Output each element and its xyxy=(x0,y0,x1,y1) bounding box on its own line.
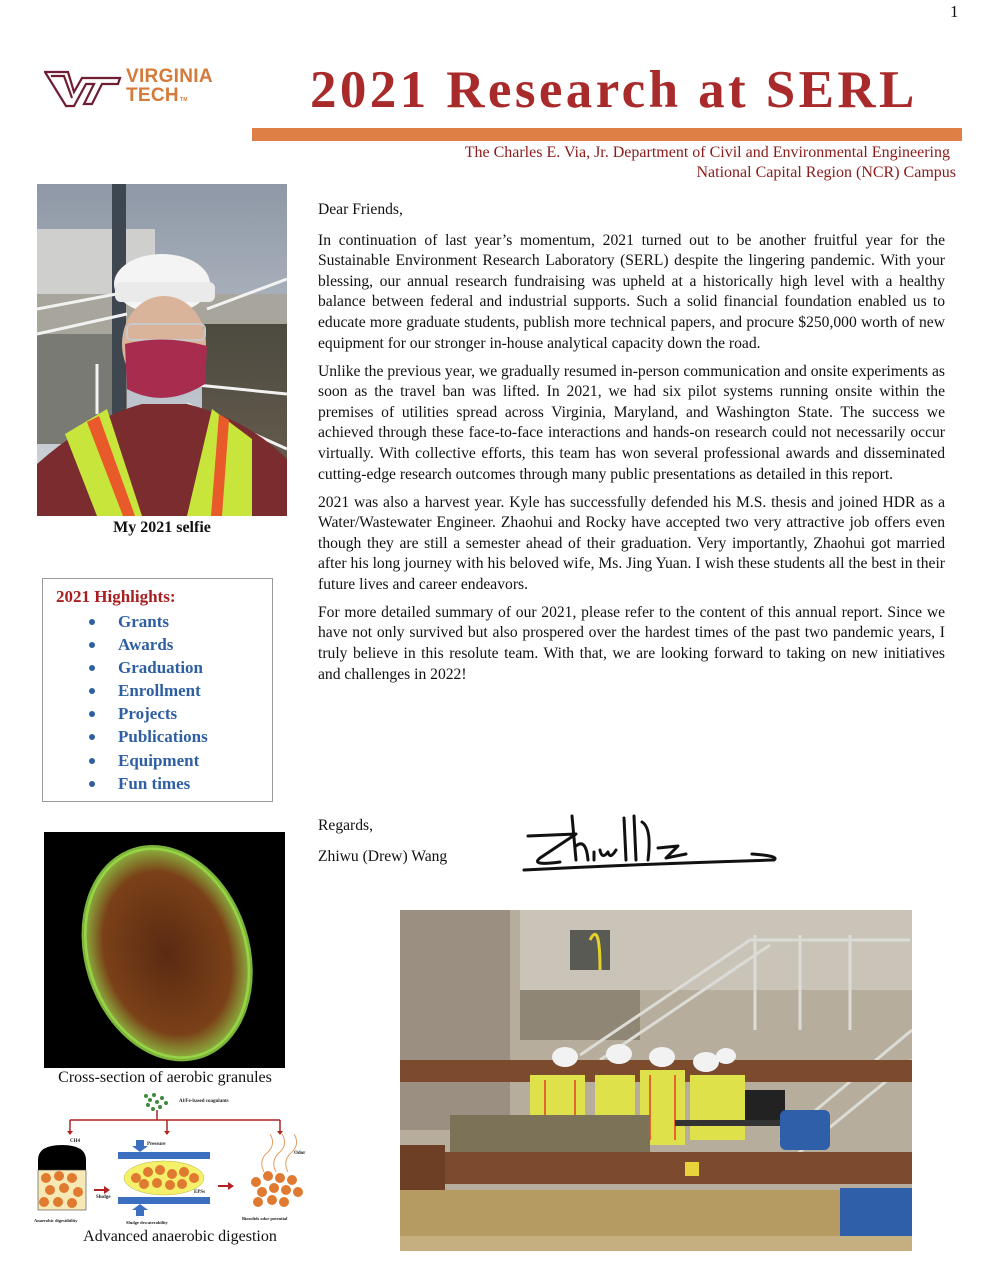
highlight-item xyxy=(43,725,208,748)
label-sludge-dewaterability: Sludge dewaterability xyxy=(126,1220,168,1225)
team-field-photo xyxy=(400,910,912,1251)
letter-closing: Regards, xyxy=(318,817,373,834)
bullet-icon xyxy=(89,711,95,717)
highlight-label: Publications xyxy=(118,727,208,747)
highlight-item xyxy=(43,772,208,795)
campus-name: National Capital Region (NCR) Campus xyxy=(696,164,956,181)
logo-wordmark xyxy=(126,67,213,110)
letter-body xyxy=(318,200,945,693)
highlight-item xyxy=(43,679,208,702)
letter-signoff xyxy=(318,816,447,877)
bullet-icon xyxy=(89,758,95,764)
label-biosolids-odor-potential: Biosolids odor potential xyxy=(242,1216,288,1221)
highlight-label: Grants xyxy=(118,612,169,631)
highlight-item xyxy=(43,749,208,772)
letter-paragraph: In continuation of last year’s momentum, 2021 turned out to be another fruitful year for the Sustainable Environment Research Laboratory (SERL) despite the lingering pandemic. With your blessing, our annual research fundraising was upheld at a historically high level with a healthy balance between federal and industrial supports. Such a solid financial foundation enabled us to educate more graduate students, publish more technical papers, and procure $250,000 worth of new equipment for our stronger in-house analytical capacity down the road. xyxy=(318,231,945,352)
highlights-box xyxy=(42,578,273,802)
label-pressure: Pressure xyxy=(147,1142,166,1147)
label-eps: EPSs xyxy=(194,1190,206,1195)
report-title: 2021 Research at SERL xyxy=(310,61,918,119)
page-number: 1 xyxy=(950,2,959,21)
bullet-icon xyxy=(89,665,95,671)
highlight-item xyxy=(43,702,208,725)
signer-name: Zhiwu (Drew) Wang xyxy=(318,847,448,865)
highlight-label: Enrollment xyxy=(118,681,201,701)
logo-line-tech: TECH xyxy=(126,85,179,106)
letter-paragraph: Unlike the previous year, we gradually resumed in-person communication and onsite experiments as soon as the travel ban was lifted. In 2021, we had six pilot systems running onsite within the premises of utilities spread across Virginia, Maryland, and Washington State. The success we achieved through these face-to-face interactions and hands-on research could not necessarily occur virtually. With collective efforts, this team has won several professional awards and disseminated cutting-edge research outcomes through many public presentations as detailed in this report. xyxy=(318,362,945,483)
label-sludge: Sludge xyxy=(96,1195,111,1200)
aerobic-granule-image xyxy=(44,832,285,1068)
handwritten-signature xyxy=(520,808,780,878)
letter-paragraph: 2021 was also a harvest year. Kyle has successfully defended his M.S. thesis and joined HDR as a Water/Wastewater Engineer. Zhaohui and Rocky have accepted two very attractive job offers even though they are still a semester ahead of their graduation. Very importantly, Zhaohui got married after his long journey with his beloved wife, Ms. Jing Yuan. I wish these students all the best in their future lives and career endeavors. xyxy=(318,493,945,593)
bullet-icon xyxy=(89,642,95,648)
highlight-label: Graduation xyxy=(118,658,204,678)
department-info xyxy=(465,143,956,183)
arrow-icon xyxy=(218,1182,234,1190)
granule-caption: Cross-section of aerobic granules xyxy=(58,1069,272,1086)
highlights-list xyxy=(43,610,208,795)
arrow-icon xyxy=(94,1186,110,1194)
label-anaerobic-digestibility: Anaerobic digestibility xyxy=(34,1218,78,1223)
highlight-item xyxy=(43,633,208,656)
highlight-label: Fun times xyxy=(118,773,191,793)
label-coagulants: Al/Fe-based coagulants xyxy=(179,1099,229,1104)
department-name: The Charles E. Via, Jr. Department of Civil and Environmental Engineering xyxy=(464,144,950,161)
highlight-label: Equipment xyxy=(118,750,200,770)
diagram-caption: Advanced anaerobic digestion xyxy=(83,1228,277,1245)
letter-salutation: Dear Friends, xyxy=(318,201,403,218)
title-underline-rule xyxy=(252,128,962,141)
bullet-icon xyxy=(89,781,95,787)
highlight-item xyxy=(43,610,208,633)
highlight-label: Projects xyxy=(118,704,178,724)
highlight-item xyxy=(43,656,208,679)
anaerobic-digestion-diagram xyxy=(32,1090,314,1225)
coagulant-particles-icon xyxy=(144,1093,168,1111)
selfie-photo xyxy=(37,184,287,516)
bullet-icon xyxy=(89,734,95,740)
logo-trademark: TM xyxy=(179,97,188,103)
highlights-title: 2021 Highlights: xyxy=(56,587,176,606)
selfie-caption: My 2021 selfie xyxy=(113,519,211,536)
label-ch4: CH4 xyxy=(70,1139,80,1144)
virginia-tech-logo xyxy=(44,68,259,108)
vt-logo-mark-icon xyxy=(44,68,124,108)
bullet-icon xyxy=(89,688,95,694)
highlight-label: Awards xyxy=(118,635,174,655)
logo-line-virginia: VIRGINIA xyxy=(126,66,213,87)
label-odor: Odor xyxy=(294,1151,306,1156)
bullet-icon xyxy=(89,619,95,625)
letter-paragraph: For more detailed summary of our 2021, please refer to the content of this annual report. Since we have not only survived but also prospered over the hardest times of the past two pandemic years, I truly believe in this resolute team. With that, we are looking forward to taking on new initiatives and challenges in 2022! xyxy=(318,603,945,683)
